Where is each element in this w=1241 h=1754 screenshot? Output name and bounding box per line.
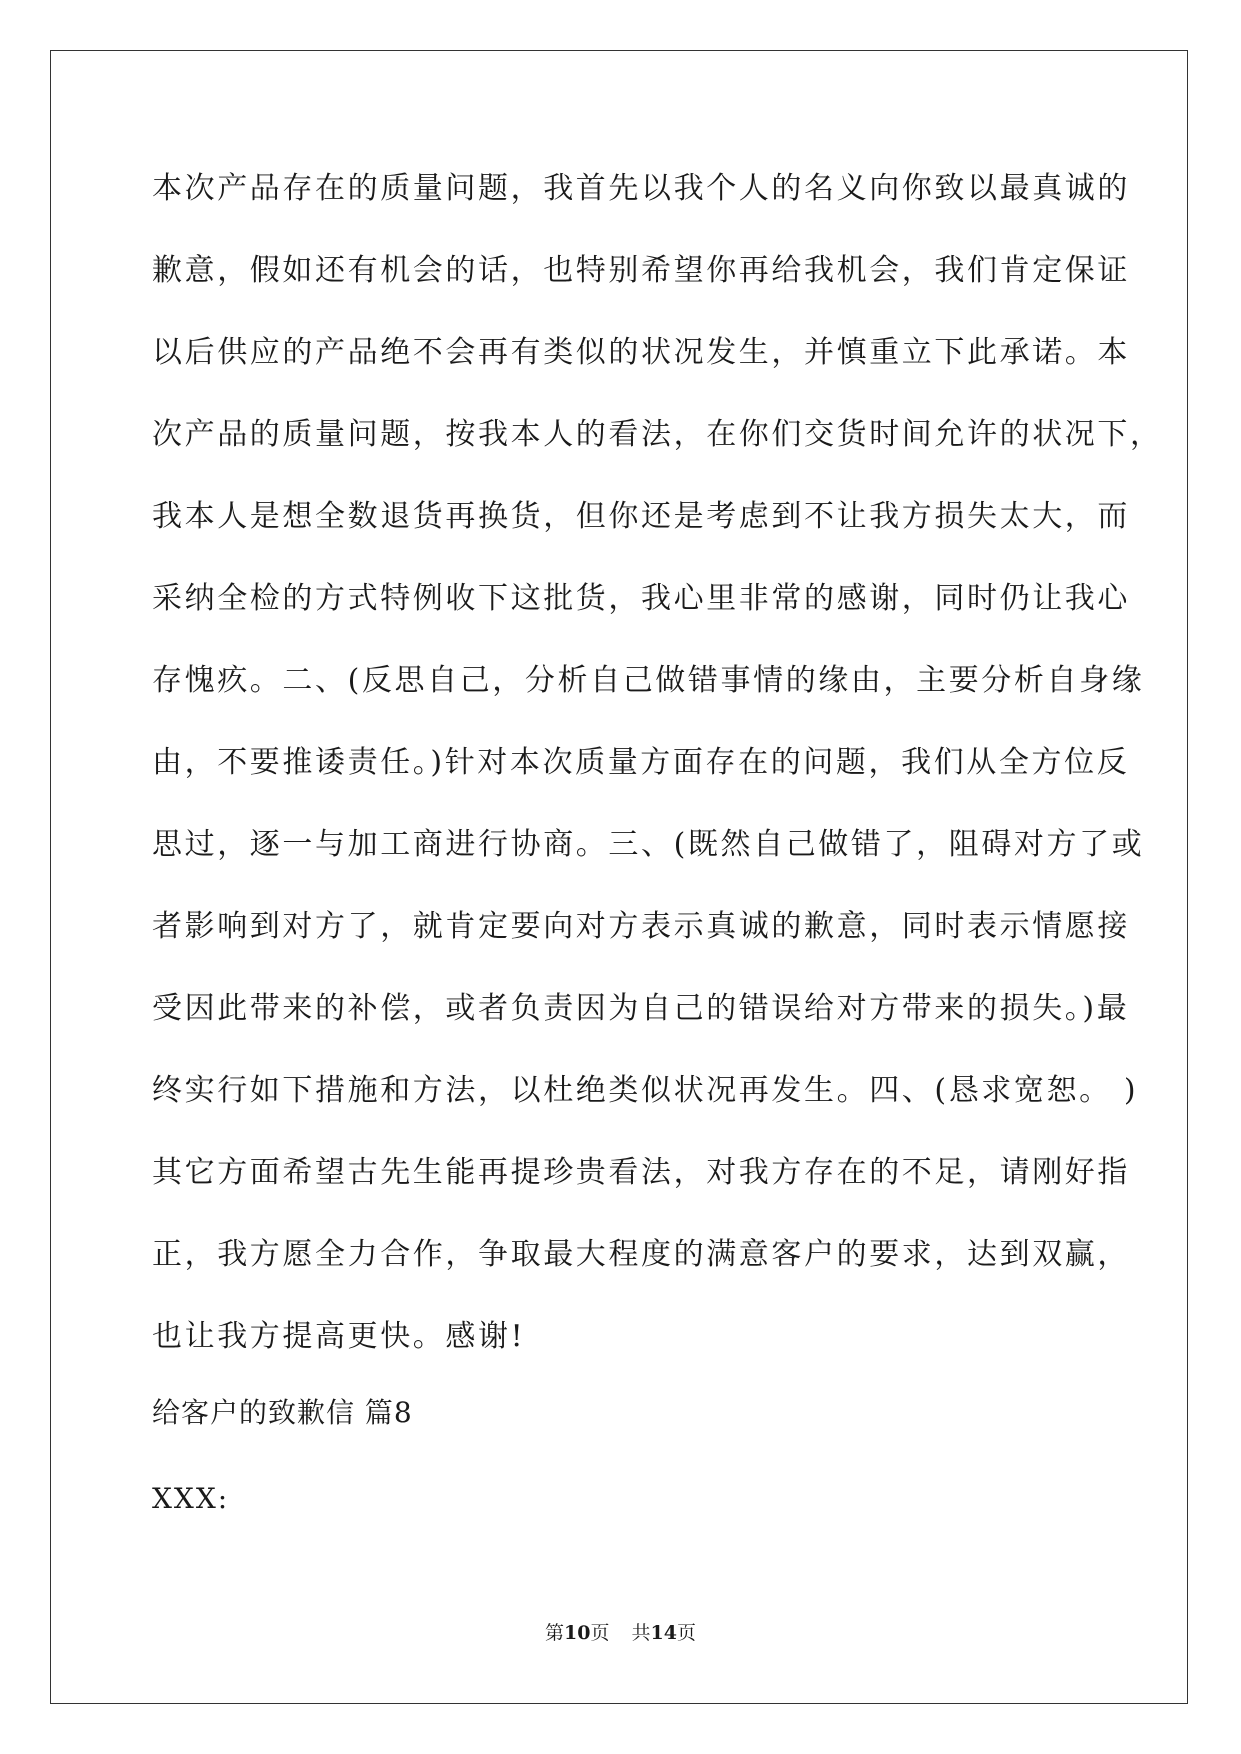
total-prefix: 共 [631,1622,651,1644]
salutation: XXX: [152,1482,230,1515]
body-line: 者影响到对方了，就肯定要向对方表示真诚的歉意，同时表示情愿接 [152,909,1130,944]
body-line: 以后供应的产品绝不会再有类似的状况发生，并慎重立下此承诺。本 [152,335,1130,370]
body-line: 歉意，假如还有机会的话，也特别希望你再给我机会，我们肯定保证 [152,253,1130,288]
page-current: 10 [564,1622,591,1644]
page-suffix: 页 [590,1622,610,1644]
body-line: 次产品的质量问题，按我本人的看法，在你们交货时间允许的状况下， [152,417,1163,452]
body-line: 也让我方提高更快。感谢! [152,1319,526,1354]
body-line: 终实行如下措施和方法，以杜绝类似状况再发生。四、(恳求宽恕。 ) [152,1073,1139,1108]
body-line: 正，我方愿全力合作，争取最大程度的满意客户的要求，达到双赢， [152,1237,1130,1272]
body-line: 本次产品存在的质量问题，我首先以我个人的名义向你致以最真诚的 [152,171,1130,206]
section-heading: 给客户的致歉信 篇8 [152,1396,413,1429]
body-line: 我本人是想全数退货再换货，但你还是考虑到不让我方损失太大，而 [152,499,1130,534]
total-suffix: 页 [676,1622,696,1644]
body-line: 由，不要推诿责任。)针对本次质量方面存在的问题，我们从全方位反 [152,745,1130,780]
body-line: 采纳全检的方式特例收下这批货，我心里非常的感谢，同时仍让我心 [152,581,1130,616]
page-footer [0,1618,1241,1648]
letter-body [152,166,1163,1396]
body-line: 存愧疚。二、(反思自己，分析自己做错事情的缘由，主要分析自身缘 [152,663,1145,698]
page-total: 14 [650,1622,677,1644]
body-line: 思过，逐一与加工商进行协商。三、(既然自己做错了，阻碍对方了或 [152,827,1145,862]
body-line: 受因此带来的补偿，或者负责因为自己的错误给对方带来的损失。)最 [152,991,1130,1026]
page-prefix: 第 [545,1622,565,1644]
body-line: 其它方面希望古先生能再提珍贵看法，对我方存在的不足，请刚好指 [152,1155,1130,1190]
